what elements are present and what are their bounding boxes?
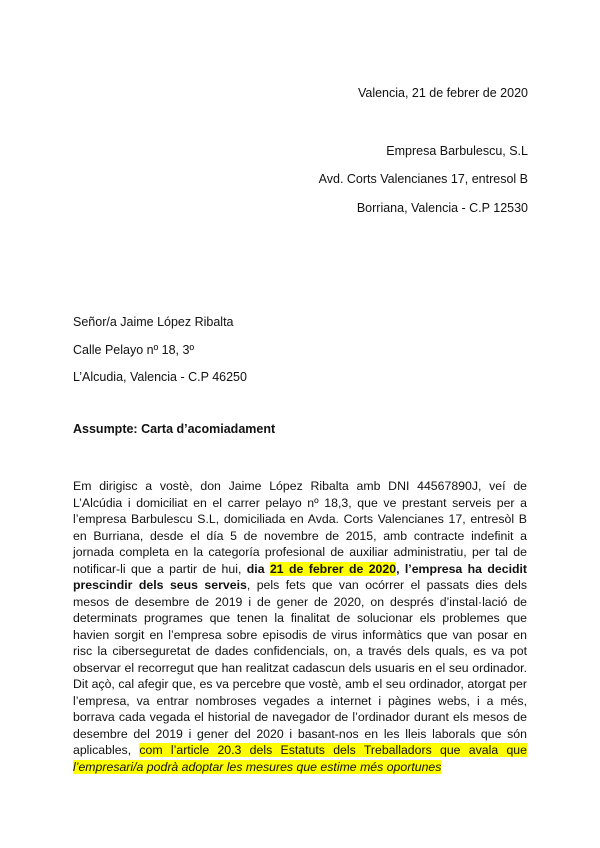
highlighted-article: com l’article 20.3 dels Estatuts dels Treballadors que avala que — [139, 743, 527, 757]
letter-body — [73, 478, 527, 775]
bold-day: dia — [246, 561, 265, 576]
bold-statement: , l’empresa ha decidit prescindir dels seus serveis — [73, 561, 528, 592]
body-paragraph-start: Em dirigisc a vostè, don Jaime López Ribalta amb DNI 44567890J, veí de L’Alcúdia i domiciliat en el carrer pelayo nº 18,3, que ve prestant serveis per a l’empresa Barbulescu S.L, domiciliada en Avda. Corts Valencianes 17, entresòl B en Burriana, desde el día 5 de novembre de 2015, amb contracte indefinit a jornada completa en la categoría profesional de auxiliar administratiu, per tal de notificar-li que a partir de hui, — [73, 479, 527, 576]
recipient-address: Calle Pelayo nº 18, 3º — [73, 343, 195, 357]
letter-subject: Assumpte: Carta d’acomiadament — [73, 422, 276, 436]
body-paragraph-continuation: , pels fets que van ocórrer el passats dies dels mesos de desembre de 2019 i de gener de 2020, on després d’instal·lació de determinats programes que tenen la finalitat de solucionar els problemes que havien sorgit en l’empresa sobre episodis de virus informàtics que van posar en risc la ciberseguretat de dades confidencials, on, a través dels quals, es va pot observar el recorregut que han realitzat cadascun dels usuaris en el seu ordinador. Dit açò, cal afegir que, es va percebre que vostè, amb el seu ordinador, atorgat per l’empresa, va entrar nombroses vegades a internet i pàgines webs, i a més, borrava cada vegada el historial de navegador de l’ordinador durant els mesos de desembre del 2019 i gener del 2020 i basant-nos en les lleis laborals que són aplicables, — [73, 578, 527, 757]
sender-address: Avd. Corts Valencianes 17, entresol B — [318, 172, 528, 186]
recipient-name: Señor/a Jaime López Ribalta — [73, 315, 234, 329]
highlighted-quote: l’empresari/a podrà adoptar les mesures que estime més oportunes — [73, 759, 442, 774]
letter-date: Valencia, 21 de febrer de 2020 — [357, 86, 528, 100]
sender-company: Empresa Barbulescu, S.L — [386, 144, 528, 158]
highlighted-date: 21 de febrer de 2020 — [269, 561, 397, 576]
sender-city: Borriana, Valencia - C.P 12530 — [356, 201, 528, 215]
recipient-city: L’Alcudia, Valencia - C.P 46250 — [73, 370, 247, 384]
